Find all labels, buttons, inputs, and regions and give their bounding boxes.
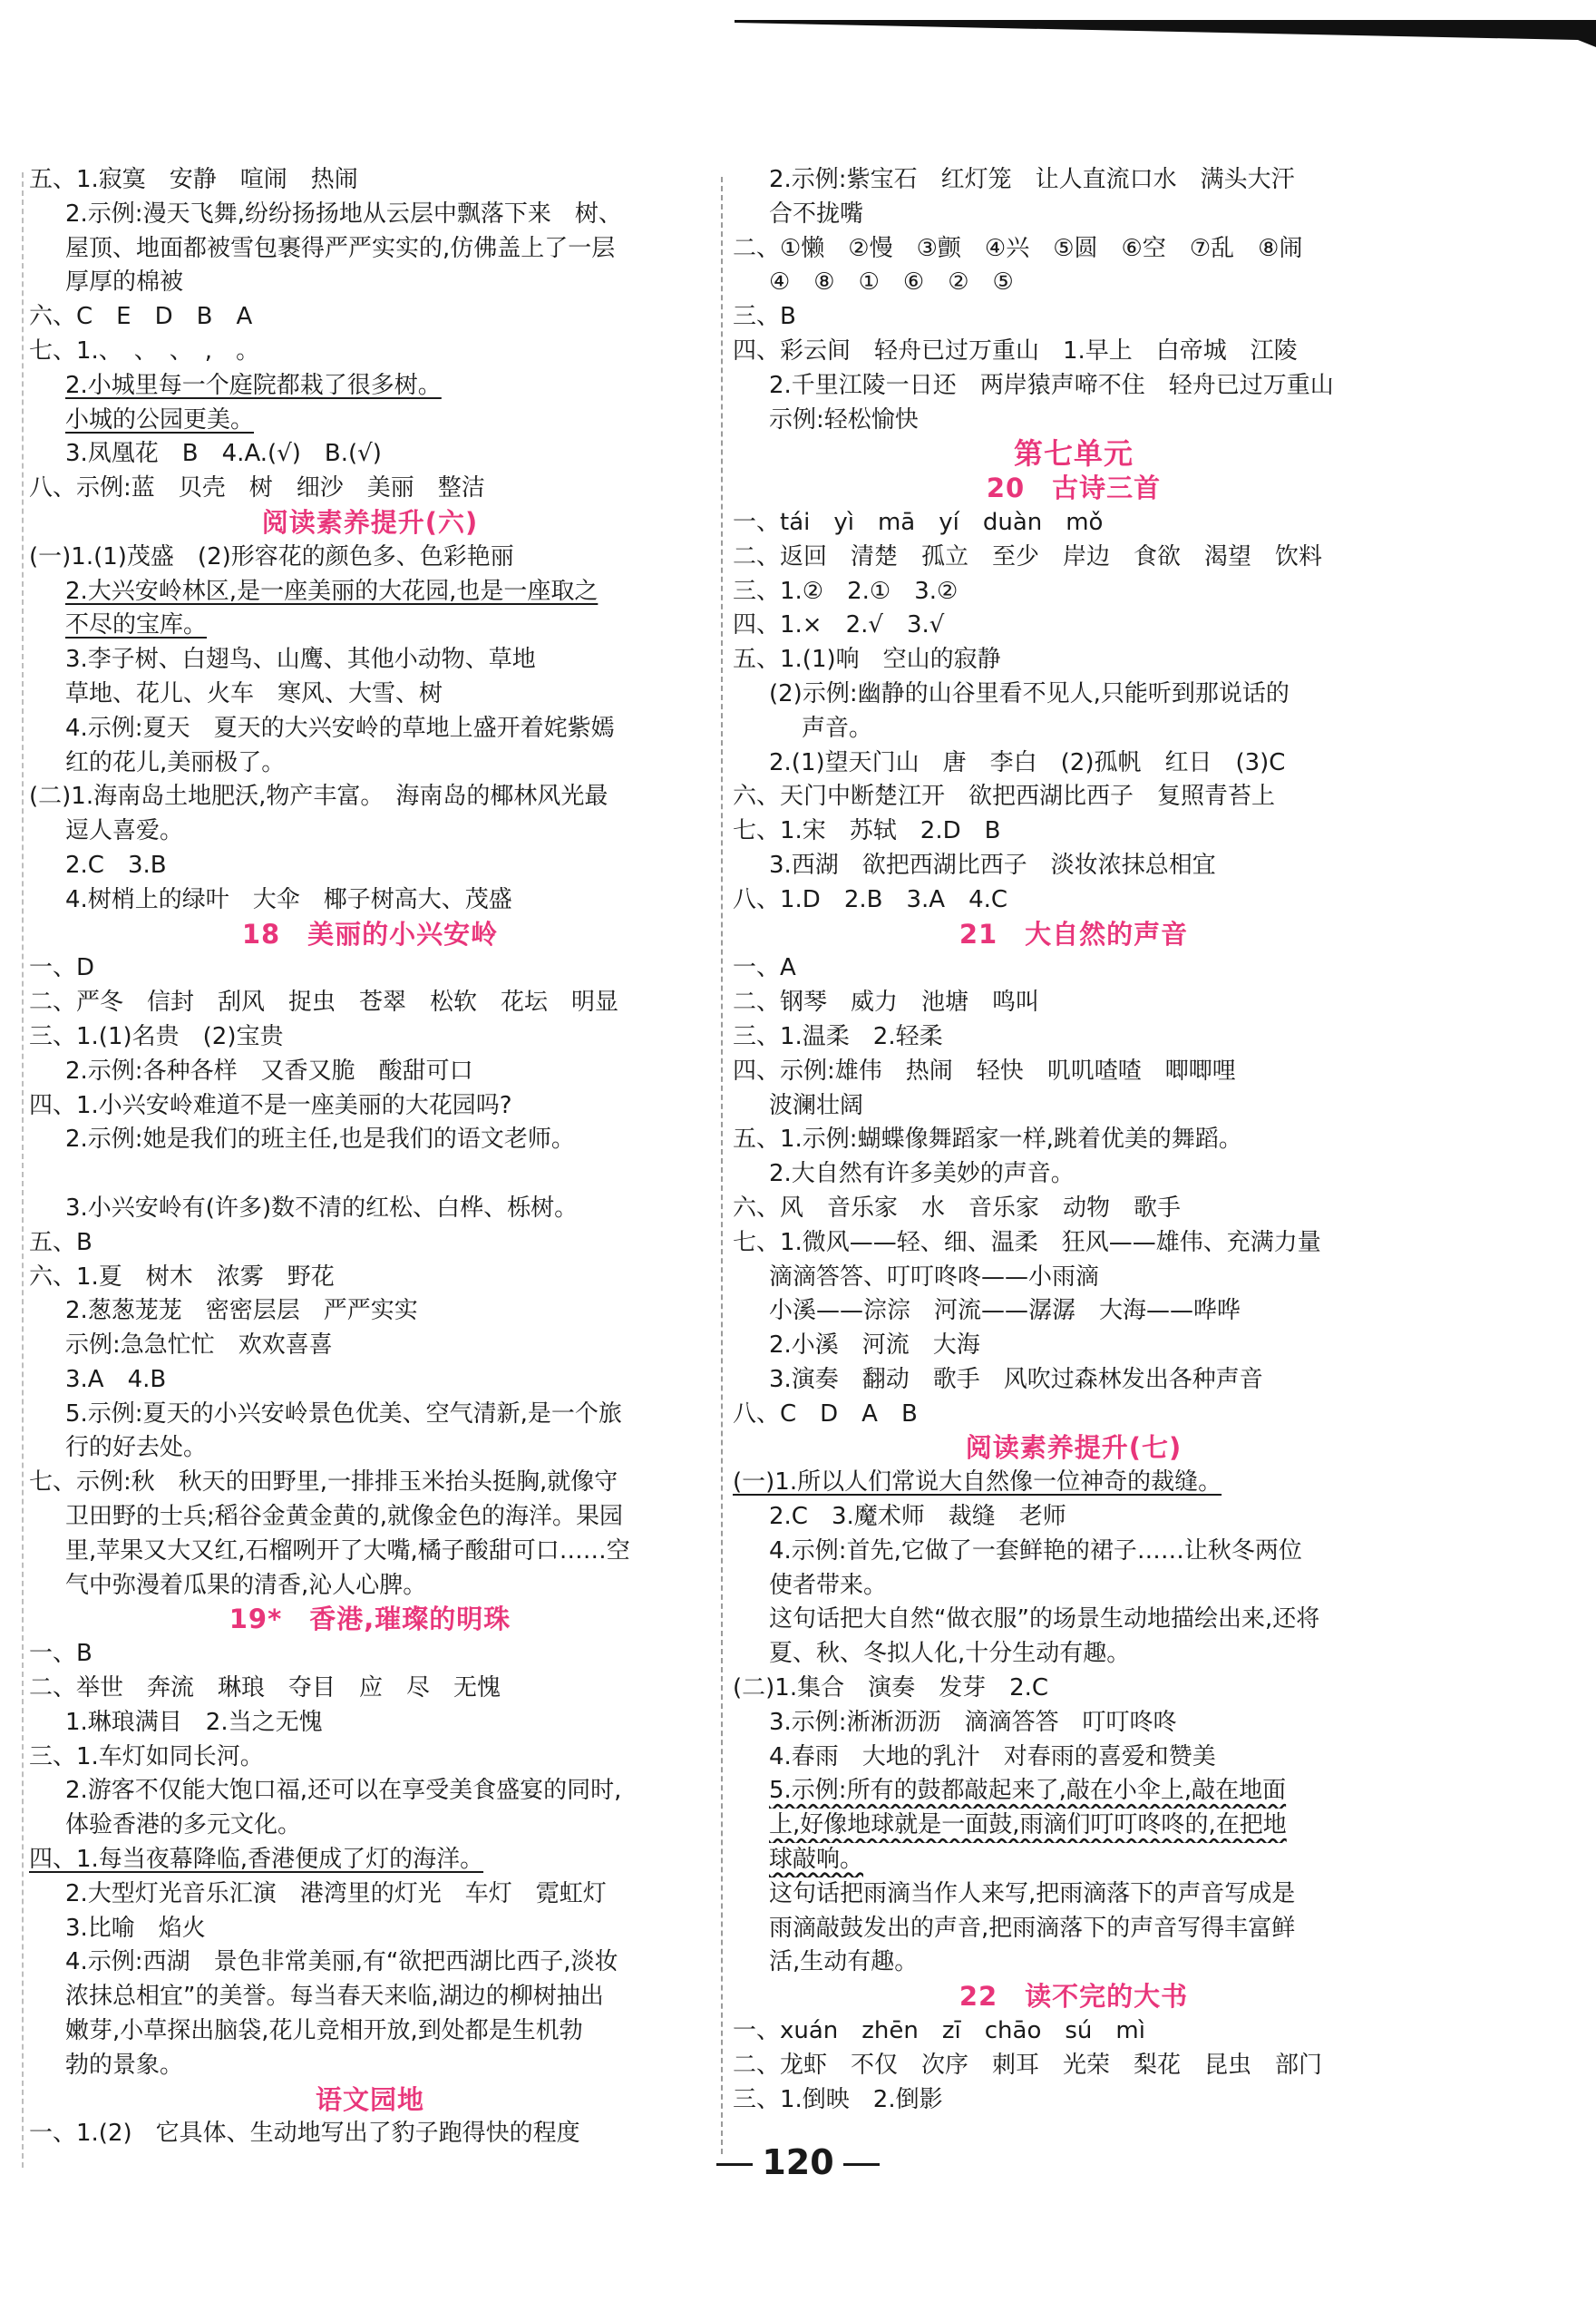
answer-line: 3.李子树、白翅鸟、山鹰、其他小动物、草地 — [65, 646, 536, 674]
answer-line: 嫩芽,小草探出脑袋,花儿竞相开放,到处都是生机勃 — [65, 2017, 583, 2045]
answer-line: 4.树梢上的绿叶 大伞 椰子树高大、茂盛 — [65, 885, 512, 913]
answer-line: 七、1.、 、 、 , 。 — [29, 336, 260, 365]
answer-line: 波澜壮阔 — [769, 1091, 864, 1119]
answer-line: 六、风 音乐家 水 音乐家 动物 歌手 — [733, 1194, 1182, 1222]
section-heading: 18 美丽的小兴安岭 — [241, 918, 499, 950]
answer-line: 屋顶、地面都被雪包裹得严严实实的,仿佛盖上了一层 — [65, 234, 616, 262]
answer-line: 4.示例:西湖 景色非常美丽,有“欲把西湖比西子,淡妆 — [65, 1948, 618, 1976]
answer-line: 五、1.寂寞 安静 喧闹 热闹 — [29, 166, 358, 193]
answer-line: 七、示例:秋 秋天的田野里,一排排玉米抬头挺胸,就像守 — [29, 1468, 618, 1497]
answer-line: 3.演奏 翻动 歌手 风吹过森林发出各种声音 — [769, 1365, 1263, 1393]
answer-line: 2.游客不仅能大饱口福,还可以在享受美食盛宴的同时, — [65, 1777, 622, 1805]
answer-line: 2.示例:各种各样 又香又脆 酸甜可口 — [65, 1057, 473, 1085]
answer-line: 4.示例:首先,它做了一套鲜艳的裙子……让秋冬两位 — [769, 1536, 1302, 1565]
answer-line: 二、举世 奔流 琳琅 夺目 应 尽 无愧 — [29, 1674, 501, 1702]
answer-line: 4.春雨 大地的乳汁 对春雨的喜爱和赞美 — [769, 1742, 1216, 1770]
answer-line: 这句话把大自然“做衣服”的场景生动地描绘出来,还将 — [769, 1605, 1320, 1633]
answer-line: 里,苹果又大又红,石榴咧开了大嘴,橘子酸甜可口……空 — [65, 1536, 630, 1565]
answer-line: 七、1.宋 苏轼 2.D B — [733, 817, 1001, 845]
section-heading: 21 大自然的声音 — [959, 918, 1189, 950]
answer-line: 3.A 4.B — [65, 1365, 167, 1393]
right-column — [733, 163, 1415, 2117]
answer-line: 一、1.(2) 它具体、生动地写出了豹子跑得快的程度 — [29, 2120, 580, 2148]
answer-line: 二、①懒 ②慢 ③颤 ④兴 ⑤圆 ⑥空 ⑦乱 ⑧闹 — [733, 234, 1303, 262]
answer-line — [29, 1157, 711, 1192]
answer-line: 四、彩云间 轻舟已过万重山 1.早上 白帝城 江陵 — [733, 336, 1298, 365]
answer-line: 八、示例:蓝 贝壳 树 细沙 美丽 整洁 — [29, 474, 485, 502]
section-heading: 19* 香港,璀璨的明珠 — [229, 1604, 511, 1635]
answer-line: 一、D — [29, 954, 95, 982]
answer-line: 声音。 — [802, 714, 873, 742]
section-heading: 第七单元 — [1013, 437, 1134, 472]
answer-line: 滴滴答答、叮叮咚咚——小雨滴 — [769, 1263, 1100, 1291]
answer-line: 气中弥漫着瓜果的清香,沁人心脾。 — [65, 1571, 427, 1599]
answer-line: 厚厚的棉被 — [65, 268, 184, 297]
answer-line: 卫田野的士兵;稻谷金黄金黄的,就像金色的海洋。果园 — [65, 1503, 624, 1531]
answer-line: 2.小溪 河流 大海 — [769, 1331, 980, 1360]
section-heading: 阅读素养提升(七) — [965, 1432, 1182, 1464]
binding-margin-rule — [22, 172, 24, 2168]
answer-line: (二)1.海南岛土地肥沃,物产丰富。 海南岛的椰林风光最 — [29, 783, 608, 811]
answer-line: 六、天门中断楚江开 欲把西湖比西子 复照青苔上 — [733, 783, 1276, 811]
answer-line: 六、1.夏 树木 浓雾 野花 — [29, 1263, 335, 1291]
answer-line: 逗人喜爱。 — [65, 817, 184, 845]
answer-line: 五、B — [29, 1228, 92, 1256]
answer-line: 3.小兴安岭有(许多)数不清的红松、白桦、栎树。 — [65, 1194, 579, 1222]
answer-line: 一、xuán zhēn zī chāo sú mì — [733, 2017, 1145, 2045]
answer-line: 三、1.(1)名贵 (2)宝贵 — [29, 1022, 284, 1050]
answer-line: 2.示例:紫宝石 红灯笼 让人直流口水 满头大汗 — [769, 166, 1295, 193]
left-column — [29, 163, 711, 2151]
answer-line: 示例:急急忙忙 欢欢喜喜 — [65, 1331, 333, 1360]
answer-line: 2.C 3.魔术师 裁缝 老师 — [769, 1503, 1066, 1531]
answer-line: 行的好去处。 — [65, 1434, 208, 1462]
section-heading: 语文园地 — [315, 2083, 424, 2115]
answer-line: 勃的景象。 — [65, 2051, 184, 2079]
header-black-bar — [735, 20, 1596, 47]
answer-line: (一)1.所以人们常说大自然像一位神奇的裁缝。 — [733, 1468, 1222, 1497]
answer-line: 八、1.D 2.B 3.A 4.C — [733, 885, 1008, 913]
answer-line: 1.琳琅满目 2.当之无愧 — [65, 1708, 323, 1736]
answer-line: 2.C 3.B — [65, 851, 167, 879]
answer-line: 3.凤凰花 B 4.A.(√) B.(√) — [65, 440, 382, 468]
answer-line: 二、严冬 信封 刮风 捉虫 苍翠 松软 花坛 明显 — [29, 989, 619, 1017]
answer-line: 三、1.倒映 2.倒影 — [733, 2085, 943, 2113]
answer-line: 使者带来。 — [769, 1571, 888, 1599]
answer-line: (2)示例:幽静的山谷里看不见人,只能听到那说话的 — [769, 679, 1289, 707]
answer-line: 雨滴敲鼓发出的声音,把雨滴落下的声音写得丰富鲜 — [769, 1914, 1296, 1942]
section-heading: 阅读素养提升(六) — [261, 506, 479, 538]
answer-line: 这句话把雨滴当作人来写,把雨滴落下的声音写成是 — [769, 1879, 1296, 1907]
answer-line: 球敲响。 — [769, 1846, 864, 1874]
page-footer — [0, 2142, 1596, 2182]
answer-line: (二)1.集合 演奏 发芽 2.C — [733, 1674, 1049, 1702]
column-divider — [721, 177, 723, 2154]
answer-line: 三、1.② 2.① 3.② — [733, 577, 959, 605]
answer-line: 上,好像地球就是一面鼓,雨滴们叮叮咚咚的,在把地 — [769, 1811, 1287, 1839]
answer-line: 八、C D A B — [733, 1399, 918, 1428]
answer-line: 二、返回 清楚 孤立 至少 岸边 食欲 渴望 饮料 — [733, 542, 1323, 570]
answer-line: 合不拢嘴 — [769, 200, 864, 228]
answer-line: 活,生动有趣。 — [769, 1948, 919, 1976]
footer-dash-left — [716, 2163, 753, 2166]
answer-line: 3.比喻 焰火 — [65, 1914, 206, 1942]
answer-line: 体验香港的多元文化。 — [65, 1811, 302, 1839]
answer-line: 夏、秋、冬拟人化,十分生动有趣。 — [769, 1640, 1131, 1668]
answer-line: 四、1.× 2.√ 3.√ — [733, 611, 945, 639]
answer-line: 二、龙虾 不仅 次序 刺耳 光荣 梨花 昆虫 部门 — [733, 2051, 1323, 2079]
answer-line: 2.大兴安岭林区,是一座美丽的大花园,也是一座取之 — [65, 577, 598, 605]
answer-line: 5.示例:夏天的小兴安岭景色优美、空气清新,是一个旅 — [65, 1399, 622, 1428]
answer-line: 草地、花儿、火车 寒风、大雪、树 — [65, 679, 443, 707]
answer-line: 小溪——淙淙 河流——潺潺 大海——哗哗 — [769, 1297, 1241, 1325]
answer-line: ④ ⑧ ① ⑥ ② ⑤ — [769, 268, 1014, 297]
answer-line: 五、1.示例:蝴蝶像舞蹈家一样,跳着优美的舞蹈。 — [733, 1126, 1242, 1154]
answer-line: 示例:轻松愉快 — [769, 405, 919, 434]
answer-line: 七、1.微风——轻、细、温柔 狂风——雄伟、充满力量 — [733, 1228, 1321, 1256]
answer-line: 一、A — [733, 954, 796, 982]
answer-line: 不尽的宝库。 — [65, 611, 208, 639]
answer-line: 2.示例:她是我们的班主任,也是我们的语文老师。 — [65, 1126, 575, 1154]
page-number: 120 — [762, 2142, 834, 2182]
answer-line: 2.大型灯光音乐汇演 港湾里的灯光 车灯 霓虹灯 — [65, 1879, 607, 1907]
answer-line: 五、1.(1)响 空山的寂静 — [733, 646, 1001, 674]
answer-line: 3.示例:淅淅沥沥 滴滴答答 叮叮咚咚 — [769, 1708, 1177, 1736]
answer-line: 浓抹总相宜”的美誉。每当春天来临,湖边的柳树抽出 — [65, 1983, 604, 2011]
answer-line: 小城的公园更美。 — [65, 405, 255, 434]
section-heading: 20 古诗三首 — [986, 473, 1162, 504]
answer-line: 四、示例:雄伟 热闹 轻快 叽叽喳喳 唧唧哩 — [733, 1057, 1236, 1085]
answer-line: 5.示例:所有的鼓都敲起来了,敲在小伞上,敲在地面 — [769, 1777, 1287, 1805]
answer-line: 4.示例:夏天 夏天的大兴安岭的草地上盛开着姹紫嫣 — [65, 714, 615, 742]
footer-dash-right — [843, 2163, 880, 2166]
answer-line: (一)1.(1)茂盛 (2)形容花的颜色多、色彩艳丽 — [29, 542, 514, 570]
answer-line: 2.大自然有许多美妙的声音。 — [769, 1160, 1075, 1188]
answer-line: 一、B — [29, 1640, 92, 1668]
answer-line: 四、1.小兴安岭难道不是一座美丽的大花园吗? — [29, 1091, 512, 1119]
answer-line: 3.西湖 欲把西湖比西子 淡妆浓抹总相宜 — [769, 851, 1216, 879]
answer-line: 四、1.每当夜幕降临,香港便成了灯的海洋。 — [29, 1846, 484, 1874]
answer-line: 三、1.温柔 2.轻柔 — [733, 1022, 943, 1050]
answer-line: 2.小城里每一个庭院都栽了很多树。 — [65, 371, 442, 399]
section-heading: 22 读不完的大书 — [959, 1981, 1189, 2013]
answer-line: 一、tái yì mā yí duàn mǒ — [733, 508, 1104, 536]
answer-line: 2.(1)望天门山 唐 李白 (2)孤帆 红日 (3)C — [769, 748, 1286, 776]
answer-line: 三、B — [733, 303, 796, 331]
answer-line: 二、钢琴 威力 池塘 鸣叫 — [733, 989, 1040, 1017]
answer-line: 2.示例:漫天飞舞,纷纷扬扬地从云层中飘落下来 树、 — [65, 200, 622, 228]
answer-line: 六、C E D B A — [29, 303, 253, 331]
answer-line: 三、1.车灯如同长河。 — [29, 1742, 264, 1770]
answer-line: 红的花儿,美丽极了。 — [65, 748, 286, 776]
answer-line: 2.千里江陵一日还 两岸猿声啼不住 轻舟已过万重山 — [769, 371, 1334, 399]
answer-line: 2.葱葱茏茏 密密层层 严严实实 — [65, 1297, 418, 1325]
